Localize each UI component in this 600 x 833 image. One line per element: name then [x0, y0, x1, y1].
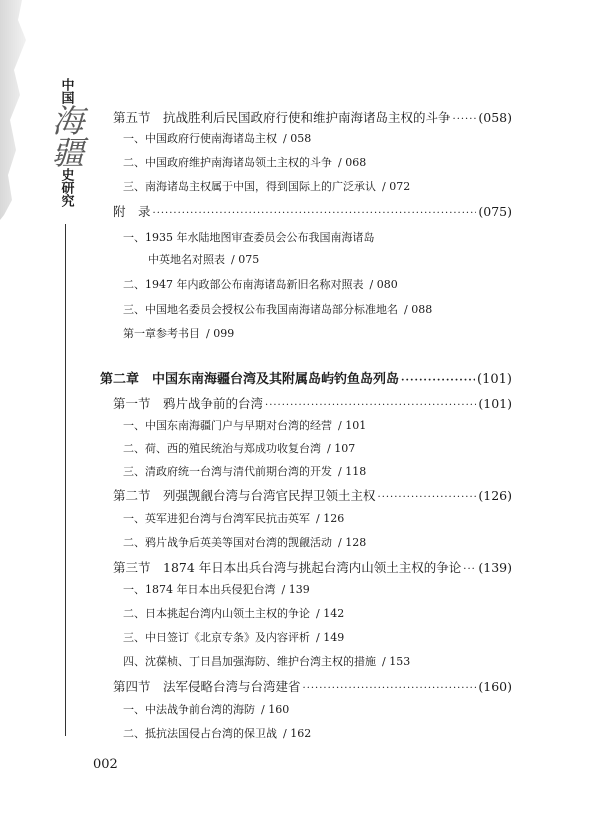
toc-label: 附 录 — [113, 204, 151, 219]
toc-page: / 058 — [283, 132, 312, 145]
toc-label: 第一节 鸦片战争前的台湾 — [113, 396, 264, 411]
toc-label: 一、1874 年日本出兵侵犯台湾 — [123, 583, 276, 596]
toc-entry — [123, 511, 344, 527]
leader-dots — [463, 562, 476, 578]
toc-label: 二、鸦片战争后英美等国对台湾的觊觎活动 — [123, 536, 332, 549]
toc-label: 第五节 抗战胜利后民国政府行使和维护南海诸岛主权的斗争 — [113, 110, 451, 125]
toc-label: 二、抵抗法国侵占台湾的保卫战 — [123, 727, 277, 740]
toc-page: / 101 — [338, 419, 367, 432]
toc-label: 第三节 1874 年日本出兵台湾与挑起台湾内山领土主权的争论 — [113, 560, 462, 575]
toc-label: 四、沈葆桢、丁日昌加强海防、维护台湾主权的措施 — [123, 655, 376, 668]
toc-page: / 075 — [231, 253, 260, 266]
book-title-part3: 史研究 — [58, 168, 74, 207]
toc-label: 第一章参考书目 — [123, 327, 200, 340]
toc-page: / 126 — [316, 512, 345, 525]
toc-label: 三、清政府统一台湾与清代前期台湾的开发 — [123, 465, 332, 478]
toc-page: (101) — [478, 396, 512, 411]
leader-dots — [153, 206, 477, 222]
toc-label: 一、中国政府行使南海诸岛主权 — [123, 132, 277, 145]
book-title-part2: 海疆 — [47, 104, 85, 168]
toc-page: (058) — [478, 110, 512, 125]
toc-label: 中英地名对照表 — [148, 253, 225, 266]
toc-entry — [123, 418, 366, 434]
toc-entry — [123, 179, 410, 195]
toc-label: 二、日本挑起台湾内山领土主权的争论 — [123, 607, 310, 620]
toc-entry — [123, 326, 234, 342]
toc-entry — [123, 441, 355, 457]
toc-label: 第四节 法军侵略台湾与台湾建省 — [113, 679, 301, 694]
toc-entry — [123, 726, 311, 742]
toc-page: / 128 — [338, 536, 367, 549]
toc-entry — [123, 654, 410, 670]
toc-entry — [123, 630, 344, 646]
toc-section — [113, 679, 512, 697]
toc-entry — [123, 464, 366, 480]
toc-page: (101) — [477, 372, 512, 387]
toc-label: 一、中国东南海疆门户与早期对台湾的经营 — [123, 419, 332, 432]
toc-page: / 153 — [382, 655, 411, 668]
toc-page: / 139 — [281, 583, 310, 596]
toc-entry — [123, 606, 344, 622]
toc-entry — [123, 302, 432, 318]
toc-page: (075) — [478, 204, 512, 219]
toc-entry — [148, 252, 259, 268]
toc-page: / 107 — [327, 442, 356, 455]
page-number: 002 — [93, 757, 118, 772]
toc-entry — [123, 535, 366, 551]
toc-entry — [123, 277, 398, 293]
toc-label: 三、南海诸岛主权属于中国，得到国际上的广泛承认 — [123, 180, 376, 193]
toc-page: / 118 — [338, 465, 367, 478]
toc-page: / 088 — [404, 303, 433, 316]
toc-page: / 099 — [206, 327, 235, 340]
book-title-part1: 中国 — [58, 78, 74, 104]
toc-page: / 072 — [382, 180, 411, 193]
toc-label: 二、中国政府维护南海诸岛领土主权的斗争 — [123, 156, 332, 169]
toc-page: / 162 — [283, 727, 312, 740]
toc-label: 三、中日签订《北京专条》及内容评析 — [123, 631, 310, 644]
toc-page: / 142 — [316, 607, 345, 620]
toc-section — [113, 488, 512, 506]
toc-label: 二、荷、西的殖民统治与郑成功收复台湾 — [123, 442, 321, 455]
leader-dots — [401, 373, 475, 389]
toc-page: (126) — [478, 488, 512, 503]
toc-label: 第二章 中国东南海疆台湾及其附属岛屿钓鱼岛列岛 — [100, 372, 400, 387]
toc-label: 二、1947 年内政部公布南海诸岛新旧名称对照表 — [123, 278, 364, 291]
toc-label: 一、1935 年水陆地图审查委员会公布我国南海诸岛 — [123, 231, 375, 244]
toc-section — [113, 396, 512, 414]
toc-entry — [123, 131, 311, 147]
toc-label: 第二节 列强觊觎台湾与台湾官民捍卫领土主权 — [113, 488, 376, 503]
toc-label: 一、中法战争前台湾的海防 — [123, 703, 255, 716]
leader-dots — [303, 681, 477, 697]
toc-section — [113, 204, 512, 222]
leader-dots — [378, 490, 477, 506]
leader-dots — [265, 398, 476, 414]
toc-label: 一、英军进犯台湾与台湾军民抗击英军 — [123, 512, 310, 525]
toc-page: / 080 — [369, 278, 398, 291]
toc-section — [113, 560, 512, 578]
toc-page: (139) — [478, 560, 512, 575]
toc-entry — [123, 155, 366, 171]
toc-page: (160) — [478, 679, 512, 694]
toc-chapter — [100, 372, 512, 389]
toc-entry — [123, 230, 375, 246]
toc-entry — [123, 582, 310, 598]
toc-section — [113, 110, 512, 128]
leader-dots — [453, 112, 477, 128]
toc-label: 三、中国地名委员会授权公布我国南海诸岛部分标准地名 — [123, 303, 398, 316]
toc-entry — [123, 702, 289, 718]
toc-page: / 068 — [338, 156, 367, 169]
toc-page: / 149 — [316, 631, 345, 644]
toc-page: / 160 — [261, 703, 290, 716]
